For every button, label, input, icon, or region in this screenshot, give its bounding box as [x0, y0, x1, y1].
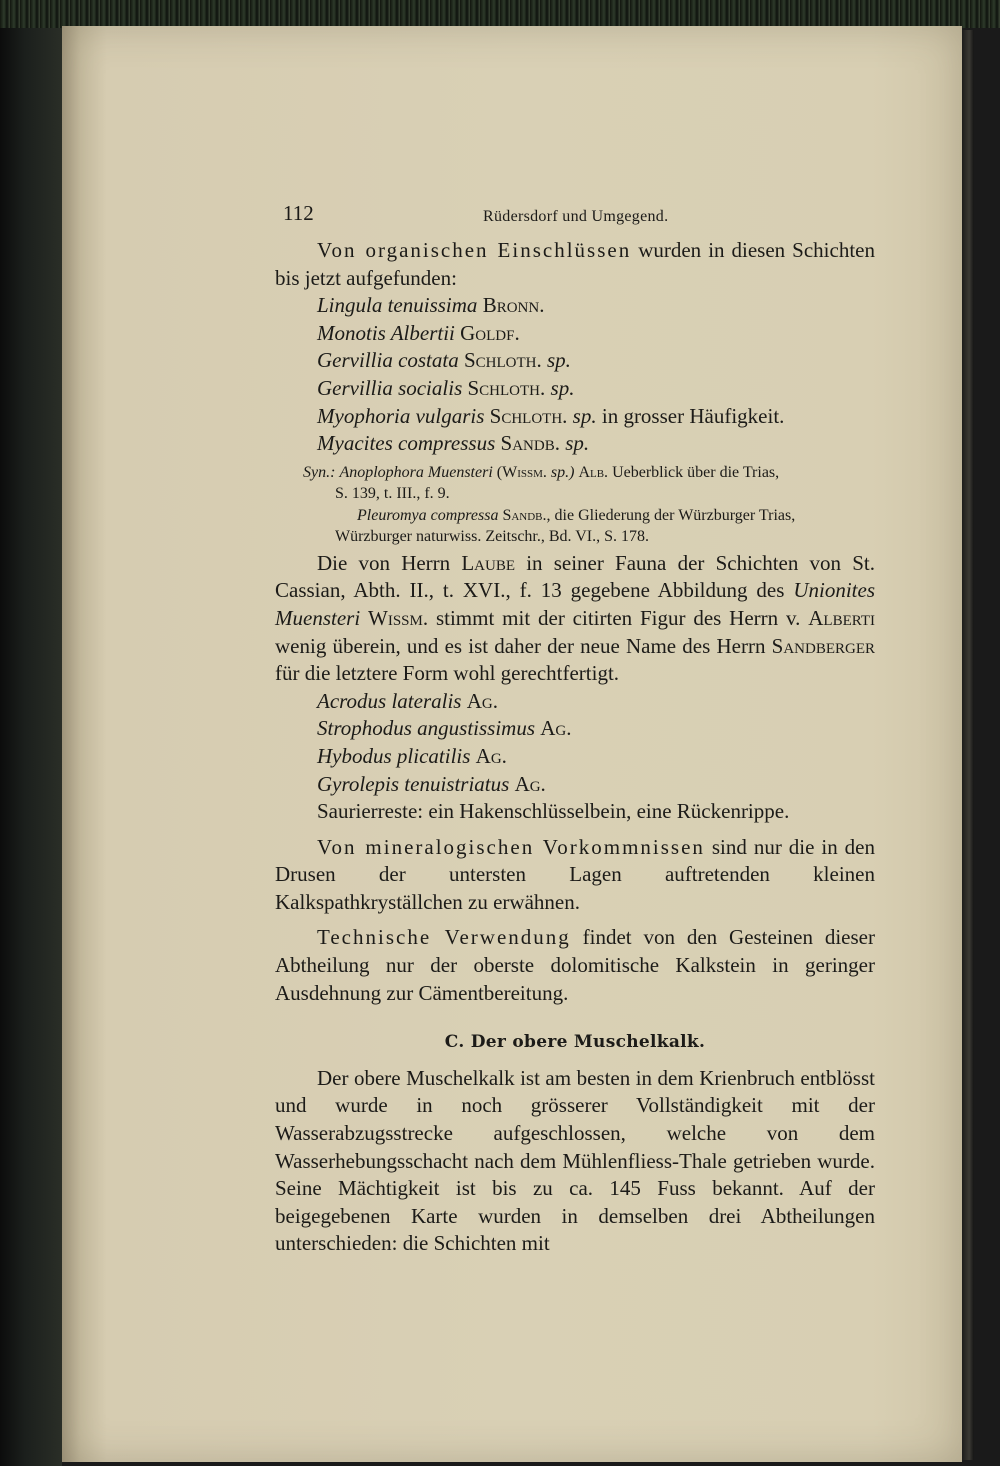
species-author: Ag.	[475, 743, 507, 768]
spacer	[275, 826, 875, 834]
synonymy-block	[275, 462, 875, 548]
reference-text: , die Gliederung der Würzburger Trias,	[546, 506, 796, 524]
synonym-continuation: S. 139, t. III., f. 9.	[335, 485, 450, 503]
synonym-name: Pleuromya compressa	[357, 506, 499, 524]
spaced-heading-text: Technische Verwendung	[317, 925, 571, 950]
page-content	[275, 195, 875, 1258]
running-head: Rüdersdorf und Umgegend.	[483, 208, 669, 225]
species-name: Monotis Albertii	[317, 320, 455, 345]
reference-author: Alb.	[578, 463, 609, 481]
species-author: Goldf.	[460, 320, 520, 345]
fish-list	[275, 688, 875, 826]
species-author: Schloth.	[463, 348, 542, 373]
species-name: Gyrolepis tenuistriatus	[317, 771, 510, 796]
syn-label: Syn.:	[303, 463, 336, 481]
spaced-heading-text: Von mineralogischen Vorkommnissen	[317, 834, 705, 859]
synonym-name: Anoplophora Muensteri	[339, 463, 493, 481]
species-name: Unionites Muensteri	[275, 578, 875, 630]
fossil-list	[275, 292, 875, 458]
page-header	[275, 195, 875, 225]
species-name: Lingula tenuissima	[317, 293, 478, 318]
list-item	[275, 375, 875, 403]
synonym-continuation: Würzburger naturwiss. Zeitschr., Bd. VI., S. 178.	[335, 528, 650, 546]
text-run: Die von Herrn	[317, 550, 462, 575]
species-name: Acrodus lateralis	[317, 688, 462, 713]
species-name: Myacites compressus	[317, 431, 496, 456]
intro-text: wurden in diesen Schichten bis jetzt aufgefunden:	[275, 238, 875, 290]
list-item	[275, 688, 875, 716]
author-name: Wissm.	[368, 605, 429, 630]
synonym-line	[275, 462, 875, 484]
synonym-paren: (	[496, 463, 503, 481]
author-name: Alberti	[808, 605, 876, 630]
species-author: Sandb.	[500, 431, 560, 456]
list-item	[275, 403, 875, 431]
author-name: Sandberger	[771, 633, 875, 658]
species-name: Gervillia socialis	[317, 375, 463, 400]
list-item: Saurierreste: ein Hakenschlüsselbein, eine Rückenrippe.	[317, 799, 790, 824]
text-run: stimmt mit der citirten Figur des Herrn v.	[428, 605, 809, 630]
spacer	[275, 916, 875, 924]
intro-spaced-text: Von organischen Einschlüssen	[317, 238, 632, 262]
synonym-author: Sandb.	[502, 506, 547, 524]
list-item	[275, 320, 875, 348]
list-item	[275, 430, 875, 458]
text-run: wenig überein, und es ist daher der neue Name des Herrn	[275, 633, 772, 658]
species-name: Strophodus angustissimus	[317, 716, 536, 741]
species-name: Hybodus plicatilis	[317, 743, 471, 768]
text-run: für die letztere Form wohl gerechtfertigt.	[275, 661, 620, 686]
species-suffix: sp.	[572, 403, 597, 428]
species-author: Bronn.	[482, 293, 545, 318]
laube-paragraph	[275, 550, 875, 688]
mineral-paragraph	[275, 834, 875, 917]
species-suffix: sp.	[565, 431, 590, 456]
species-note: in grosser Häufigkeit.	[596, 403, 785, 428]
list-item	[275, 715, 875, 743]
synonym-line	[275, 505, 875, 527]
text-run: in seiner Fauna der Schichten von St. Cassian, Abth. II., t. XVI., f. 13 gegebene Abbildung des	[275, 550, 876, 603]
author-name: Laube	[461, 550, 516, 575]
synonym-sp: sp.)	[550, 463, 575, 481]
list-item	[275, 743, 875, 771]
list-item	[275, 347, 875, 375]
section-heading: C. Der obere Muschelkalk.	[444, 1032, 706, 1053]
page-number: 112	[283, 201, 314, 225]
reference-text: Ueberblick über die Trias,	[612, 463, 780, 481]
intro-paragraph	[275, 237, 875, 292]
text-run	[360, 606, 368, 630]
text-run: sind nur die in den Drusen der untersten Lagen auftretenden kleinen Kalkspathkryställchen zu erwähnen.	[275, 834, 875, 914]
species-author: Ag.	[466, 688, 498, 713]
species-author: Ag.	[540, 716, 572, 741]
species-suffix: sp.	[547, 348, 571, 373]
technical-paragraph	[275, 924, 875, 1007]
synonym-author: Wissm.	[502, 463, 547, 481]
species-name: Gervillia costata	[317, 348, 459, 373]
list-item	[275, 771, 875, 799]
book-top-edge	[0, 0, 1000, 28]
page-right-edge	[962, 30, 974, 1460]
book-binding-edge	[0, 0, 62, 1466]
species-suffix: sp.	[550, 375, 575, 400]
species-author: Schloth.	[467, 375, 546, 400]
species-author: Schloth.	[489, 403, 568, 428]
species-name: Myophoria vulgaris	[317, 403, 485, 428]
species-author: Ag.	[514, 771, 546, 796]
final-paragraph: Der obere Muschelkalk ist am besten in dem Krienbruch entblösst und wurde in noch grösserer Vollständigkeit mit der Wasserabzugsstrecke aufgeschlossen, welche von dem Wasserhebungsschacht nach dem Mühlenfliess-Thale getrieben wurde. Seine Mächtigkeit ist bis zu ca. 145 Fuss bekannt. Auf der beigegebenen Karte wurden in demselben drei Abtheilungen unterschieden: die Schichten mit	[275, 1065, 875, 1256]
list-item	[275, 292, 875, 320]
text-run: findet von den Gesteinen dieser Abtheilung nur der oberste dolomitische Kalkstein in geringer Ausdehnung zur Cämentbereitung.	[275, 925, 875, 1005]
